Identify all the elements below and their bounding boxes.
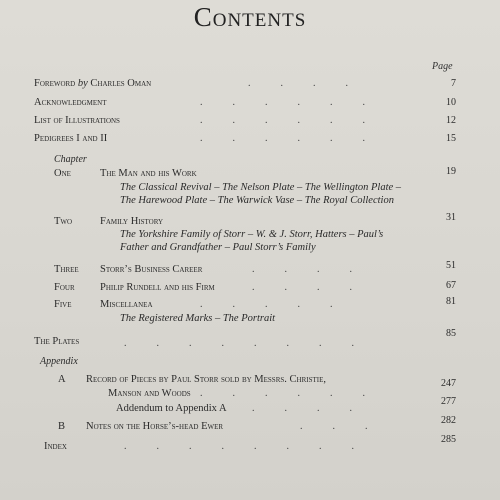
page-number: 31 bbox=[446, 212, 456, 223]
appendix-title: Record of Pieces by Paul Storr sold by Messrs. Christie, bbox=[86, 374, 326, 385]
leader-dots: . . . . . . bbox=[200, 115, 365, 126]
appendix-title-continued: Manson and Woods bbox=[108, 388, 191, 399]
leader-dots: . . . . . . . . bbox=[124, 441, 354, 452]
leader-dots: . . . . bbox=[252, 282, 352, 293]
chapter-subtitle: The Harewood Plate – The Warwick Vase – The Royal Collection bbox=[120, 195, 394, 206]
chapter-title: Storr’s Business Career bbox=[100, 264, 203, 275]
toc-entry-plates: The Plates bbox=[34, 336, 80, 347]
leader-dots: . . . . . . . . bbox=[124, 338, 354, 349]
appendix-header: Appendix bbox=[40, 356, 78, 367]
page-number: 51 bbox=[446, 260, 456, 271]
page-number: 247 bbox=[441, 378, 456, 389]
page-number: 67 bbox=[446, 280, 456, 291]
chapter-number: Two bbox=[54, 216, 73, 227]
appendix-title: Notes on the Horse’s-head Ewer bbox=[86, 421, 224, 432]
leader-dots: . . . . . bbox=[200, 299, 333, 310]
toc-entry-acknowledgment: Acknowledgment bbox=[34, 97, 107, 108]
chapter-title: Family History bbox=[100, 216, 164, 227]
page-number: 15 bbox=[446, 133, 456, 144]
page-number: 85 bbox=[446, 328, 456, 339]
page-number: 81 bbox=[446, 296, 456, 307]
chapter-number: Three bbox=[54, 264, 79, 275]
chapter-header: Chapter bbox=[54, 154, 87, 165]
toc-entry-pedigrees: Pedigrees I and II bbox=[34, 133, 108, 144]
chapter-title: The Man and his Work bbox=[100, 168, 197, 179]
toc-entry-index: Index bbox=[44, 441, 67, 452]
page-number: 10 bbox=[446, 97, 456, 108]
leader-dots: . . . . . . bbox=[200, 388, 365, 399]
page-number: 19 bbox=[446, 166, 456, 177]
chapter-subtitle: The Classical Revival – The Nelson Plate – The Wellington Plate – bbox=[120, 182, 402, 193]
leader-dots: . . . . . . bbox=[200, 133, 365, 144]
chapter-title: Philip Rundell and his Firm bbox=[100, 282, 215, 293]
chapter-subtitle: The Yorkshire Family of Storr – W. & J. Storr, Hatters – Paul’s bbox=[120, 229, 384, 240]
page-number: 7 bbox=[451, 78, 456, 89]
chapter-title: Miscellanea bbox=[100, 299, 153, 310]
toc-entry-foreword: Foreword by Charles Oman bbox=[34, 78, 152, 89]
appendix-letter: A bbox=[58, 374, 66, 385]
page-number: 277 bbox=[441, 396, 456, 407]
chapter-subtitle: Father and Grandfather – Paul Storr’s Family bbox=[120, 242, 316, 253]
chapter-number: One bbox=[54, 168, 71, 179]
appendix-addendum: Addendum to Appendix A bbox=[116, 403, 227, 414]
page-title: Contents bbox=[193, 2, 307, 32]
chapter-number: Four bbox=[54, 282, 75, 293]
leader-dots: . . . . . . bbox=[200, 97, 365, 108]
chapter-number: Five bbox=[54, 299, 72, 310]
page-number: 12 bbox=[446, 115, 456, 126]
leader-dots: . . . . bbox=[252, 264, 352, 275]
page-number: 282 bbox=[441, 415, 456, 426]
leader-dots: . . . . bbox=[252, 403, 352, 414]
page-number: 285 bbox=[441, 434, 456, 445]
toc-entry-illustrations: List of Illustrations bbox=[34, 115, 120, 126]
leader-dots: . . . bbox=[300, 421, 368, 432]
appendix-letter: B bbox=[58, 421, 66, 432]
page-column-header: Page bbox=[432, 61, 453, 72]
chapter-subtitle: The Registered Marks – The Portrait bbox=[120, 313, 276, 324]
leader-dots: . . . . bbox=[248, 78, 348, 89]
